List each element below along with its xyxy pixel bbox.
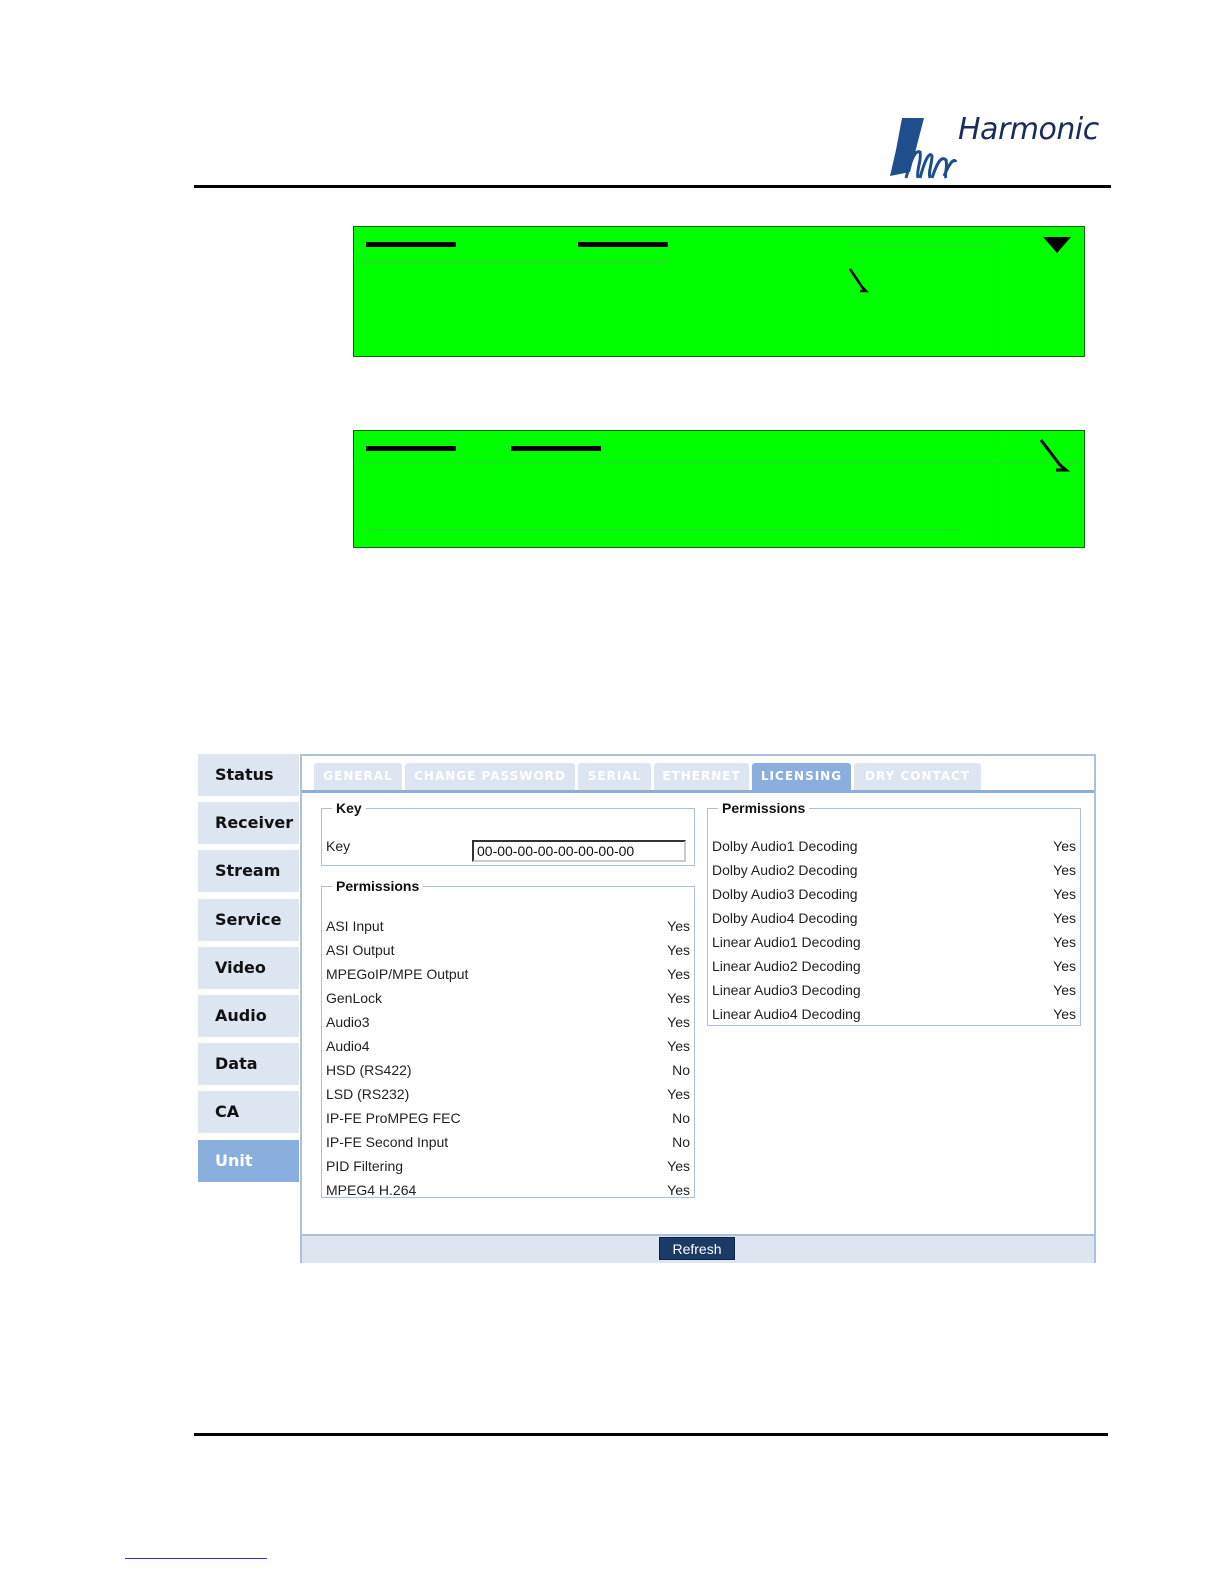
sidebar-item-video[interactable]: Video bbox=[198, 947, 299, 989]
permission-row bbox=[326, 1058, 690, 1082]
permission-label: Audio4 bbox=[326, 1038, 370, 1054]
permissions-group-left bbox=[321, 878, 695, 1198]
edit-pen-icon[interactable] bbox=[1038, 437, 1072, 480]
permission-value: Yes bbox=[667, 918, 690, 934]
key-group-legend: Key bbox=[336, 800, 362, 816]
permission-row bbox=[712, 906, 1076, 930]
permission-value: Yes bbox=[1053, 958, 1076, 974]
lcd-bar bbox=[511, 446, 601, 451]
permission-row bbox=[326, 962, 690, 986]
lcd-bar bbox=[366, 242, 456, 247]
permission-value: Yes bbox=[667, 1158, 690, 1174]
key-group bbox=[321, 800, 695, 866]
permission-label: Linear Audio2 Decoding bbox=[712, 958, 861, 974]
permission-row bbox=[712, 954, 1076, 978]
key-label: Key bbox=[326, 838, 351, 854]
tab-change-password[interactable]: CHANGE PASSWORD bbox=[405, 763, 575, 790]
sidebar-item-service[interactable]: Service bbox=[198, 899, 299, 941]
permission-label: IP-FE Second Input bbox=[326, 1134, 449, 1150]
permission-row bbox=[326, 1106, 690, 1130]
permission-label: Linear Audio4 Decoding bbox=[712, 1006, 861, 1022]
tab-licensing[interactable]: LICENSING bbox=[752, 763, 851, 790]
tab-strip bbox=[302, 756, 1094, 793]
permission-row bbox=[712, 882, 1076, 906]
license-key-input[interactable] bbox=[472, 840, 686, 862]
permission-label: ASI Output bbox=[326, 942, 395, 958]
permission-value: Yes bbox=[667, 1038, 690, 1054]
sidebar-item-stream[interactable]: Stream bbox=[198, 850, 299, 892]
permission-row bbox=[712, 978, 1076, 1002]
permission-label: Linear Audio1 Decoding bbox=[712, 934, 861, 950]
sidebar-item-data[interactable]: Data bbox=[198, 1043, 299, 1085]
permission-label: Dolby Audio1 Decoding bbox=[712, 838, 858, 854]
permission-value: Yes bbox=[667, 1182, 690, 1198]
permission-label: Dolby Audio3 Decoding bbox=[712, 886, 858, 902]
permission-label: Dolby Audio2 Decoding bbox=[712, 862, 858, 878]
permission-row bbox=[326, 1082, 690, 1106]
permission-row bbox=[712, 1002, 1076, 1026]
permission-row bbox=[326, 986, 690, 1010]
permission-row bbox=[326, 938, 690, 962]
permission-label: Dolby Audio4 Decoding bbox=[712, 910, 858, 926]
permission-row bbox=[712, 930, 1076, 954]
lcd-bar bbox=[366, 446, 456, 451]
tab-ethernet[interactable]: ETHERNET bbox=[654, 763, 749, 790]
permissions-legend: Permissions bbox=[722, 800, 806, 816]
lcd-gridline bbox=[356, 463, 1082, 464]
permission-value: Yes bbox=[667, 942, 690, 958]
permission-value: Yes bbox=[1053, 910, 1076, 926]
permission-value: Yes bbox=[1053, 982, 1076, 998]
lcd-panel-1 bbox=[353, 226, 1085, 357]
permission-label: IP-FE ProMPEG FEC bbox=[326, 1110, 461, 1126]
permissions-group-right bbox=[707, 800, 1081, 1026]
permission-row bbox=[326, 1010, 690, 1034]
header-rule bbox=[194, 185, 1111, 188]
permission-value: Yes bbox=[667, 1014, 690, 1030]
permissions-legend: Permissions bbox=[336, 878, 420, 894]
footer-link-underline bbox=[125, 1558, 267, 1559]
dropdown-triangle-icon[interactable] bbox=[1042, 236, 1072, 259]
permission-label: Linear Audio3 Decoding bbox=[712, 982, 861, 998]
lcd-gridline bbox=[997, 433, 998, 543]
permission-value: Yes bbox=[1053, 934, 1076, 950]
lcd-gridline bbox=[362, 529, 962, 530]
permission-label: Audio3 bbox=[326, 1014, 370, 1030]
brand-name: Harmonic bbox=[958, 112, 1099, 147]
permission-row bbox=[712, 858, 1076, 882]
refresh-button[interactable]: Refresh bbox=[659, 1237, 735, 1260]
sidebar-item-unit[interactable]: Unit bbox=[198, 1140, 299, 1182]
permission-value: Yes bbox=[667, 966, 690, 982]
permission-value: No bbox=[672, 1110, 690, 1126]
permission-row bbox=[326, 1178, 690, 1202]
footer-rule bbox=[194, 1433, 1108, 1436]
permission-value: Yes bbox=[667, 990, 690, 1006]
licensing-panel bbox=[300, 754, 1096, 1263]
permission-label: LSD (RS232) bbox=[326, 1086, 410, 1102]
permission-label: ASI Input bbox=[326, 918, 384, 934]
permission-label: MPEGoIP/MPE Output bbox=[326, 966, 469, 982]
lcd-panel-2 bbox=[353, 430, 1085, 548]
permission-value: Yes bbox=[1053, 886, 1076, 902]
sidebar-item-status[interactable]: Status bbox=[198, 754, 299, 796]
action-bar bbox=[302, 1234, 1094, 1263]
sidebar-item-audio[interactable]: Audio bbox=[198, 995, 299, 1037]
permission-value: Yes bbox=[1053, 1006, 1076, 1022]
tab-general[interactable]: GENERAL bbox=[314, 763, 402, 790]
permission-label: PID Filtering bbox=[326, 1158, 404, 1174]
permission-row bbox=[326, 914, 690, 938]
tab-dry-contact[interactable]: DRY CONTACT bbox=[854, 763, 981, 790]
sidebar-item-ca[interactable]: CA bbox=[198, 1091, 299, 1133]
permission-value: Yes bbox=[1053, 838, 1076, 854]
lcd-gridline bbox=[848, 245, 998, 246]
harmonic-logo-icon bbox=[888, 116, 958, 182]
permission-label: GenLock bbox=[326, 990, 383, 1006]
tab-serial[interactable]: SERIAL bbox=[578, 763, 651, 790]
lcd-bar bbox=[578, 242, 668, 247]
sidebar-item-receiver[interactable]: Receiver bbox=[198, 802, 299, 844]
permission-label: MPEG4 H.264 bbox=[326, 1182, 417, 1198]
permission-row bbox=[712, 834, 1076, 858]
permission-value: No bbox=[672, 1062, 690, 1078]
permission-value: Yes bbox=[667, 1086, 690, 1102]
permission-row bbox=[326, 1130, 690, 1154]
permission-value: No bbox=[672, 1134, 690, 1150]
permission-row bbox=[326, 1034, 690, 1058]
lcd-gridline bbox=[362, 261, 667, 263]
lcd-gridline bbox=[997, 231, 998, 353]
permission-label: HSD (RS422) bbox=[326, 1062, 412, 1078]
edit-pen-icon[interactable] bbox=[848, 267, 870, 300]
permission-value: Yes bbox=[1053, 862, 1076, 878]
permission-row bbox=[326, 1154, 690, 1178]
